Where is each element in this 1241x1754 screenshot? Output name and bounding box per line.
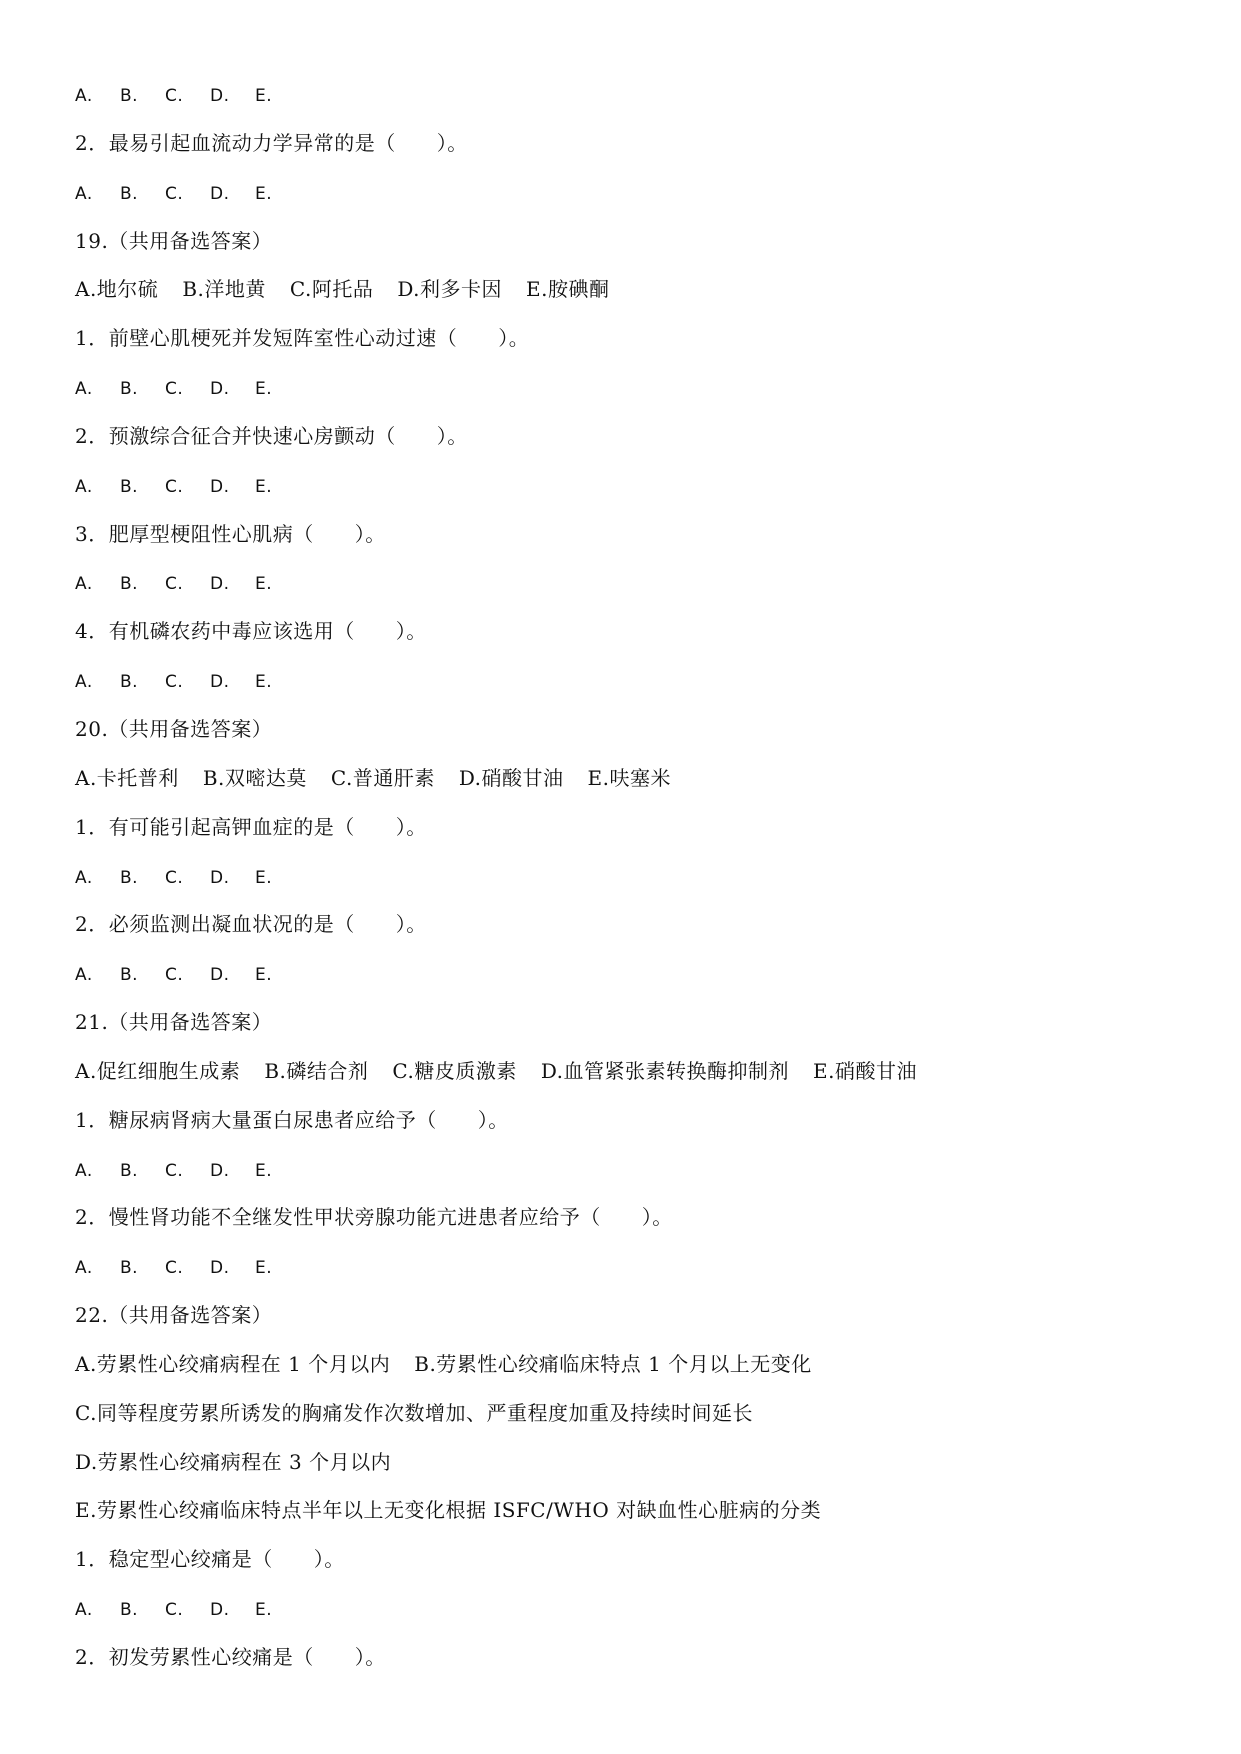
option-letter: A. <box>75 1600 93 1621</box>
answer-choice: E.硝酸甘油 <box>813 1058 917 1083</box>
option-letter: E. <box>255 1160 273 1181</box>
option-letter: C. <box>165 574 184 595</box>
option-letter: E. <box>255 86 273 106</box>
option-letter: A. <box>75 574 93 595</box>
text-line: 2．慢性肾功能不全继发性甲状旁腺功能亢进患者应给予（ ）。 <box>75 1205 673 1230</box>
option-letters-row <box>75 961 1175 1010</box>
option-letter: D. <box>210 965 230 986</box>
text-line: 1．稳定型心绞痛是（ ）。 <box>75 1547 345 1572</box>
option-letters-row <box>75 473 1175 522</box>
text-line: D.劳累性心绞痛病程在 3 个月以内 <box>75 1449 392 1474</box>
option-letter: A. <box>75 476 93 497</box>
option-letter: B. <box>120 183 139 204</box>
option-letter: E. <box>255 379 273 400</box>
option-letters-row <box>75 864 1175 913</box>
text-line: 1．前壁心肌梗死并发短阵室性心动过速（ ）。 <box>75 326 530 351</box>
option-letters-row <box>75 1254 1175 1303</box>
option-letter: D. <box>210 867 230 888</box>
option-letters-row <box>75 180 1175 229</box>
option-letter: D. <box>210 1258 230 1279</box>
option-letter: B. <box>120 476 139 497</box>
text-line: 4．有机磷农药中毒应该选用（ ）。 <box>75 619 427 644</box>
option-letters-row <box>75 668 1175 717</box>
text-line: C.同等程度劳累所诱发的胸痛发作次数增加、严重程度加重及持续时间延长 <box>75 1400 753 1425</box>
option-letter: D. <box>210 183 230 204</box>
answer-choices-row <box>75 766 1175 815</box>
answer-choice: B.双嘧达莫 <box>202 765 307 790</box>
option-letters-row <box>75 375 1175 424</box>
answer-choice: D.血管紧张素转换酶抑制剂 <box>540 1058 790 1083</box>
option-letter: D. <box>210 379 230 400</box>
answer-choices-row <box>75 277 1175 326</box>
text-line: E.劳累性心绞痛临床特点半年以上无变化根据 ISFC/WHO 对缺血性心脏病的分类 <box>75 1498 822 1523</box>
option-letter: D. <box>210 1160 230 1181</box>
option-letter: B. <box>120 1600 139 1621</box>
answer-choice: A.劳累性心绞痛病程在 1 个月以内 <box>75 1351 391 1376</box>
option-letters-row <box>75 1596 1175 1645</box>
option-letter: D. <box>210 574 230 595</box>
option-letter: A. <box>75 86 93 106</box>
option-letter: C. <box>165 86 184 106</box>
answer-choice: D.硝酸甘油 <box>458 765 564 790</box>
option-letter: E. <box>255 476 273 497</box>
option-letter: A. <box>75 965 93 986</box>
text-line: 22.（共用备选答案） <box>75 1303 273 1328</box>
option-letter: C. <box>165 965 184 986</box>
text-line: 20.（共用备选答案） <box>75 716 273 741</box>
option-letters-row <box>75 82 1175 131</box>
answer-choice: B.劳累性心绞痛临床特点 1 个月以上无变化 <box>414 1351 812 1376</box>
text-line: 2．必须监测出凝血状况的是（ ）。 <box>75 912 427 937</box>
text-line: 21.（共用备选答案） <box>75 1010 273 1035</box>
option-letter: D. <box>210 672 230 693</box>
option-letter: C. <box>165 1160 184 1181</box>
text-line: 3．肥厚型梗阻性心肌病（ ）。 <box>75 521 386 546</box>
option-letter: E. <box>255 1600 273 1621</box>
answer-choices-row <box>75 1352 1175 1401</box>
answer-choice: B.洋地黄 <box>182 277 266 302</box>
option-letter: C. <box>165 379 184 400</box>
option-letter: B. <box>120 1258 139 1279</box>
option-letters-row <box>75 570 1175 619</box>
option-letter: C. <box>165 183 184 204</box>
text-line: 1．有可能引起高钾血症的是（ ）。 <box>75 814 427 839</box>
answer-choice: C.阿托品 <box>289 277 374 302</box>
text-line: 2．最易引起血流动力学异常的是（ ）。 <box>75 130 468 155</box>
option-letter: A. <box>75 183 93 204</box>
option-letter: C. <box>165 672 184 693</box>
text-line: 1．糖尿病肾病大量蛋白尿患者应给予（ ）。 <box>75 1107 509 1132</box>
option-letter: E. <box>255 672 273 693</box>
option-letter: A. <box>75 672 93 693</box>
answer-choices-row <box>75 1059 1175 1108</box>
option-letter: D. <box>210 476 230 497</box>
option-letter: A. <box>75 1160 93 1181</box>
option-letter: C. <box>165 1600 184 1621</box>
option-letter: B. <box>120 1160 139 1181</box>
option-letter: B. <box>120 86 139 106</box>
text-line: 2．初发劳累性心绞痛是（ ）。 <box>75 1645 386 1669</box>
option-letter: A. <box>75 867 93 888</box>
option-letter: E. <box>255 965 273 986</box>
option-letter: D. <box>210 1600 230 1621</box>
option-letter: C. <box>165 476 184 497</box>
text-line: 2．预激综合征合并快速心房颤动（ ）。 <box>75 423 468 448</box>
text-line: 19.（共用备选答案） <box>75 228 273 253</box>
option-letter: E. <box>255 867 273 888</box>
option-letter: B. <box>120 867 139 888</box>
option-letter: A. <box>75 379 93 400</box>
option-letter: A. <box>75 1258 93 1279</box>
answer-choice: E.呋塞米 <box>587 765 671 790</box>
answer-choice: C.普通肝素 <box>330 765 435 790</box>
option-letter: B. <box>120 379 139 400</box>
answer-choice: A.卡托普利 <box>75 765 179 790</box>
option-letter: B. <box>120 965 139 986</box>
option-letter: E. <box>255 1258 273 1279</box>
answer-choice: E.胺碘酮 <box>526 277 610 302</box>
answer-choice: A.地尔硫 <box>75 277 159 302</box>
option-letter: C. <box>165 867 184 888</box>
option-letter: D. <box>210 86 230 106</box>
option-letter: B. <box>120 574 139 595</box>
answer-choice: D.利多卡因 <box>397 277 503 302</box>
answer-choice: A.促红细胞生成素 <box>75 1058 241 1083</box>
exam-document <box>75 82 1175 1694</box>
option-letter: E. <box>255 574 273 595</box>
answer-choice: B.磷结合剂 <box>264 1058 369 1083</box>
option-letter: C. <box>165 1258 184 1279</box>
answer-choice: C.糖皮质激素 <box>392 1058 517 1083</box>
option-letters-row <box>75 1157 1175 1206</box>
option-letter: B. <box>120 672 139 693</box>
option-letter: E. <box>255 183 273 204</box>
